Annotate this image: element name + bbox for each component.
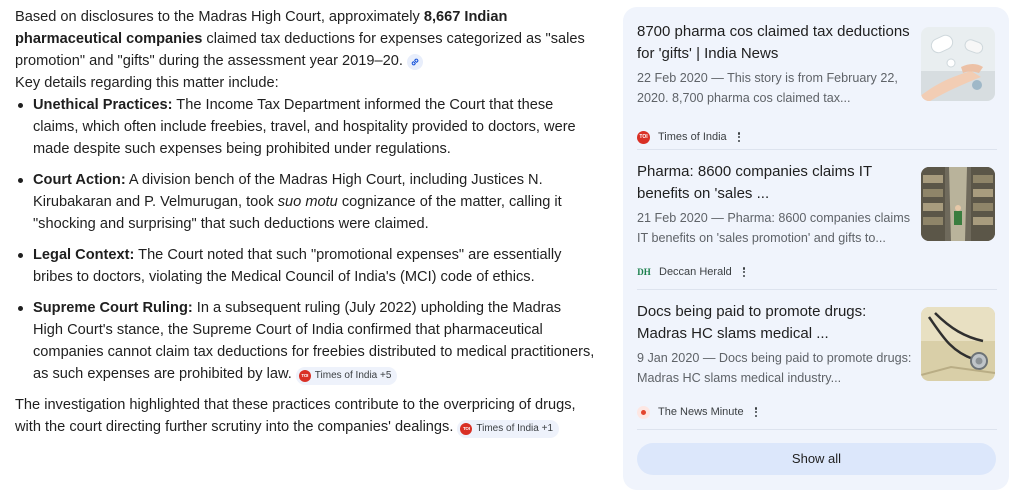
source-card[interactable] — [637, 21, 997, 141]
bullet-label: Legal Context: — [33, 247, 135, 263]
toi-logo-icon: TOI — [637, 131, 650, 144]
source-card-title[interactable]: Pharma: 8600 companies claims IT benefits on 'sales ... — [637, 163, 872, 202]
source-name: Deccan Herald — [659, 266, 732, 278]
bullet-text: In a subsequent ruling (July 2022) upholding the Madras High Court's stance, the Supreme Court of India confirmed that pharmaceutical companies cannot claim tax deductions for freebies distributed to medical practitioners, as such expenses are prohibited by law. — [33, 300, 595, 382]
more-options-icon[interactable] — [738, 132, 741, 142]
ai-answer — [15, 6, 595, 438]
card-divider — [637, 289, 997, 290]
answer-intro — [15, 6, 595, 72]
source-name: Times of India — [658, 131, 727, 143]
outro-text: The investigation highlighted that these practices contribute to the overpricing of drugs, with the court directing further scrutiny into the companies' dealings. — [15, 397, 576, 435]
source-card-snippet: 9 Jan 2020 — Docs being paid to promote drugs: Madras HC slams medical industry... — [637, 351, 912, 385]
source-card[interactable] — [637, 301, 997, 421]
source-chip[interactable] — [457, 420, 559, 438]
intro-text-before: Based on disclosures to the Madras High Court, approximately — [15, 9, 424, 25]
warehouse-icon[interactable] — [921, 167, 995, 241]
news-minute-logo-icon — [637, 406, 650, 419]
source-card-title[interactable]: Docs being paid to promote drugs: Madras HC slams medical ... — [637, 303, 867, 342]
more-options-icon[interactable] — [755, 407, 758, 417]
card-divider — [637, 429, 997, 430]
card-divider — [637, 149, 997, 150]
link-icon[interactable] — [407, 54, 423, 70]
details-list — [15, 94, 595, 385]
source-name: The News Minute — [658, 406, 744, 418]
source-chip[interactable] — [296, 367, 398, 385]
key-details-heading: Key details regarding this matter include: — [15, 75, 279, 91]
source-card-source — [637, 264, 745, 280]
bullet-label: Unethical Practices: — [33, 97, 173, 113]
source-card-title[interactable]: 8700 pharma cos claimed tax deductions for 'gifts' | India News — [637, 23, 910, 62]
intro-text-after: claimed tax deductions for expenses categorized as "sales promotion" and "gifts" during the assessment year 2019–20. — [15, 31, 585, 69]
bullet-italic-text: suo motu — [277, 194, 338, 210]
bullet-text: cognizance of the matter, calling it "shocking and surprising" that such deductions were claimed. — [33, 194, 562, 232]
bullet-label: Supreme Court Ruling: — [33, 300, 193, 316]
list-item — [15, 94, 595, 160]
show-all-button[interactable]: Show all — [637, 443, 996, 475]
toi-logo-icon: TOI — [460, 423, 472, 435]
stethoscope-icon[interactable] — [921, 307, 995, 381]
sources-panel — [623, 7, 1009, 490]
source-card-source — [637, 129, 740, 145]
answer-outro — [15, 394, 595, 438]
more-options-icon[interactable] — [743, 267, 746, 277]
source-card[interactable] — [637, 161, 997, 281]
bullet-text: The Court noted that such "promotional expenses" are essentially bribes to doctors, violating the Medical Council of India's (MCI) code of ethics. — [33, 247, 562, 285]
pills-hand-icon[interactable] — [921, 27, 995, 101]
source-chip-label: Times of India +1 — [476, 423, 554, 434]
deccan-herald-logo-icon: DH — [637, 267, 651, 277]
list-item — [15, 169, 595, 235]
source-card-source — [637, 404, 757, 420]
bullet-label: Court Action: — [33, 172, 126, 188]
source-chip-label: Times of India +5 — [314, 370, 392, 381]
source-card-snippet: 22 Feb 2020 — This story is from February 22, 2020. 8,700 pharma cos claimed tax... — [637, 71, 898, 105]
bullet-text: A division bench of the Madras High Court, including Justices N. Kirubakaran and P. Velmurugan, took — [33, 172, 543, 210]
intro-highlight: 8,667 Indian pharmaceutical companies — [15, 9, 508, 47]
list-item — [15, 297, 595, 385]
list-item — [15, 244, 595, 288]
bullet-text: The Income Tax Department informed the Court that these claims, which often include freebies, travel, and hospitality provided to doctors, were made despite such expenses being prohibited under regulations. — [33, 97, 576, 157]
source-card-snippet: 21 Feb 2020 — Pharma: 8600 companies claims IT benefits on 'sales promotion' and gifts to... — [637, 211, 911, 245]
toi-logo-icon: TOI — [299, 370, 311, 382]
